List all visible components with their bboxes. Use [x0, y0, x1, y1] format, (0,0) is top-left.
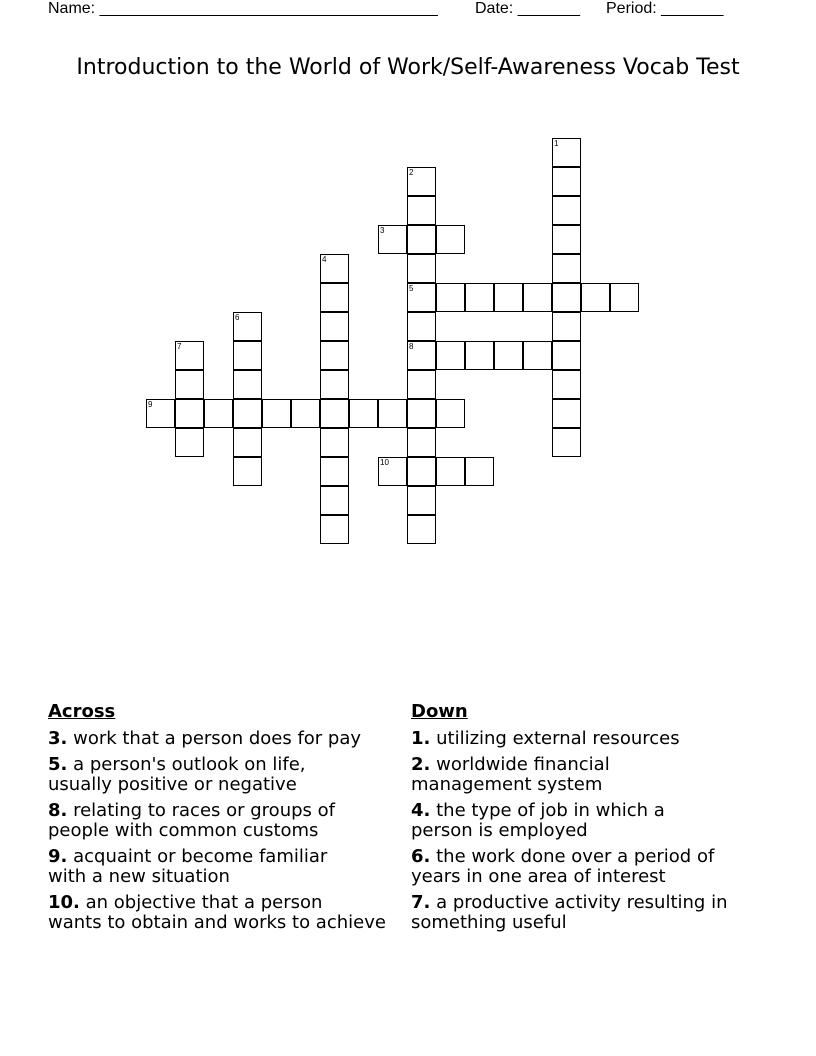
- crossword-cell[interactable]: [465, 341, 494, 370]
- crossword-cell[interactable]: [581, 283, 610, 312]
- clue-number: 2.: [411, 754, 431, 775]
- clue-text-line: people with common customs: [48, 820, 319, 841]
- clue-text-line: the work done over a period of: [430, 846, 715, 867]
- crossword-cell[interactable]: [494, 341, 523, 370]
- clue-number-label: 3: [380, 226, 385, 235]
- clue-number: 6.: [411, 846, 431, 867]
- crossword-cell[interactable]: [552, 196, 581, 225]
- crossword-cell[interactable]: [320, 428, 349, 457]
- across-clue: [48, 801, 408, 841]
- crossword-cell[interactable]: [175, 370, 204, 399]
- crossword-cell[interactable]: [552, 283, 581, 312]
- clue-number-label: 5: [409, 284, 414, 293]
- crossword-cell[interactable]: [465, 283, 494, 312]
- clue-number: 8.: [48, 800, 68, 821]
- page-title: Introduction to the World of Work/Self-Awareness Vocab Test: [76, 55, 740, 80]
- crossword-cell[interactable]: [436, 225, 465, 254]
- across-clue: [48, 847, 408, 887]
- clue-text-line: usually positive or negative: [48, 774, 297, 795]
- crossword-cell[interactable]: [552, 167, 581, 196]
- crossword-cell[interactable]: [320, 341, 349, 370]
- clue-text-line: person is employed: [411, 820, 588, 841]
- crossword-cell[interactable]: [349, 399, 378, 428]
- crossword-cell[interactable]: [175, 428, 204, 457]
- crossword-cell[interactable]: [233, 370, 262, 399]
- crossword-cell[interactable]: [610, 283, 639, 312]
- clue-number-label: 6: [235, 313, 240, 322]
- crossword-cell[interactable]: [233, 399, 262, 428]
- clue-text-line: work that a person does for pay: [67, 728, 362, 749]
- crossword-cell[interactable]: [204, 399, 233, 428]
- crossword-cell[interactable]: [320, 312, 349, 341]
- crossword-cell[interactable]: [320, 370, 349, 399]
- crossword-cell[interactable]: [233, 457, 262, 486]
- name-field[interactable]: Name: ______________________________________: [48, 0, 438, 17]
- clue-number: 5.: [48, 754, 68, 775]
- clue-number-label: 9: [148, 400, 153, 409]
- clue-number: 7.: [411, 892, 431, 913]
- crossword-cell[interactable]: [436, 399, 465, 428]
- clue-text-line: a productive activity resulting in: [430, 892, 728, 913]
- clue-number-label: 2: [409, 168, 414, 177]
- crossword-cell[interactable]: [552, 225, 581, 254]
- crossword-cell[interactable]: [552, 254, 581, 283]
- down-heading: Down: [411, 701, 468, 722]
- clue-text-line: a person's outlook on life,: [67, 754, 306, 775]
- clue-text-line: utilizing external resources: [430, 728, 680, 749]
- crossword-cell[interactable]: [552, 428, 581, 457]
- crossword-cell[interactable]: [407, 254, 436, 283]
- crossword-cell[interactable]: [407, 225, 436, 254]
- clue-text-line: something useful: [411, 912, 567, 933]
- crossword-cell[interactable]: [436, 341, 465, 370]
- crossword-cell[interactable]: [552, 341, 581, 370]
- clue-number: 9.: [48, 846, 68, 867]
- down-clue: [411, 729, 771, 749]
- across-clue: [48, 729, 408, 749]
- crossword-cell[interactable]: [407, 457, 436, 486]
- crossword-cell[interactable]: [407, 428, 436, 457]
- crossword-cell[interactable]: [320, 399, 349, 428]
- crossword-cell[interactable]: [407, 312, 436, 341]
- clue-text-line: years in one area of interest: [411, 866, 666, 887]
- down-clue: [411, 801, 771, 841]
- clue-number: 1.: [411, 728, 431, 749]
- clue-number-label: 8: [409, 342, 414, 351]
- clue-text-line: the type of job in which a: [430, 800, 665, 821]
- clue-text-line: an objective that a person: [79, 892, 323, 913]
- crossword-cell[interactable]: [320, 457, 349, 486]
- crossword-cell[interactable]: [436, 457, 465, 486]
- crossword-cell[interactable]: [233, 341, 262, 370]
- crossword-cell[interactable]: [320, 515, 349, 544]
- crossword-cell[interactable]: [465, 457, 494, 486]
- clue-text-line: acquaint or become familiar: [67, 846, 328, 867]
- clue-number-label: 1: [554, 139, 559, 148]
- clue-text-line: worldwide financial: [430, 754, 610, 775]
- clue-text-line: management system: [411, 774, 603, 795]
- crossword-cell[interactable]: [523, 283, 552, 312]
- crossword-cell[interactable]: [552, 370, 581, 399]
- across-clue: [48, 755, 408, 795]
- clue-number: 10.: [48, 892, 80, 913]
- crossword-cell[interactable]: [233, 428, 262, 457]
- crossword-cell[interactable]: [378, 399, 407, 428]
- crossword-cell[interactable]: [494, 283, 523, 312]
- crossword-cell[interactable]: [407, 196, 436, 225]
- crossword-cell[interactable]: [436, 283, 465, 312]
- clue-text-line: wants to obtain and works to achieve: [48, 912, 386, 933]
- crossword-cell[interactable]: [552, 312, 581, 341]
- crossword-cell[interactable]: [175, 399, 204, 428]
- clue-number: 3.: [48, 728, 68, 749]
- down-clue: [411, 893, 771, 933]
- date-field[interactable]: Date: _______: [475, 0, 580, 17]
- clue-text-line: with a new situation: [48, 866, 230, 887]
- period-field[interactable]: Period: _______: [606, 0, 724, 17]
- crossword-cell[interactable]: [320, 283, 349, 312]
- crossword-cell[interactable]: [262, 399, 291, 428]
- crossword-cell[interactable]: [407, 370, 436, 399]
- down-clue: [411, 755, 771, 795]
- clue-number-label: 7: [177, 342, 182, 351]
- crossword-cell[interactable]: [523, 341, 552, 370]
- crossword-cell[interactable]: [407, 486, 436, 515]
- crossword-cell[interactable]: [407, 515, 436, 544]
- down-clues: [411, 702, 771, 939]
- across-clues: [48, 702, 408, 939]
- crossword-cell[interactable]: [291, 399, 320, 428]
- crossword-cell[interactable]: [552, 399, 581, 428]
- crossword-cell[interactable]: [320, 486, 349, 515]
- across-clue: [48, 893, 408, 933]
- crossword-cell[interactable]: [407, 399, 436, 428]
- clue-number-label: 4: [322, 255, 327, 264]
- clue-number-label: 10: [380, 458, 389, 467]
- down-clue: [411, 847, 771, 887]
- clue-number: 4.: [411, 800, 431, 821]
- clue-text-line: relating to races or groups of: [67, 800, 335, 821]
- across-heading: Across: [48, 701, 116, 722]
